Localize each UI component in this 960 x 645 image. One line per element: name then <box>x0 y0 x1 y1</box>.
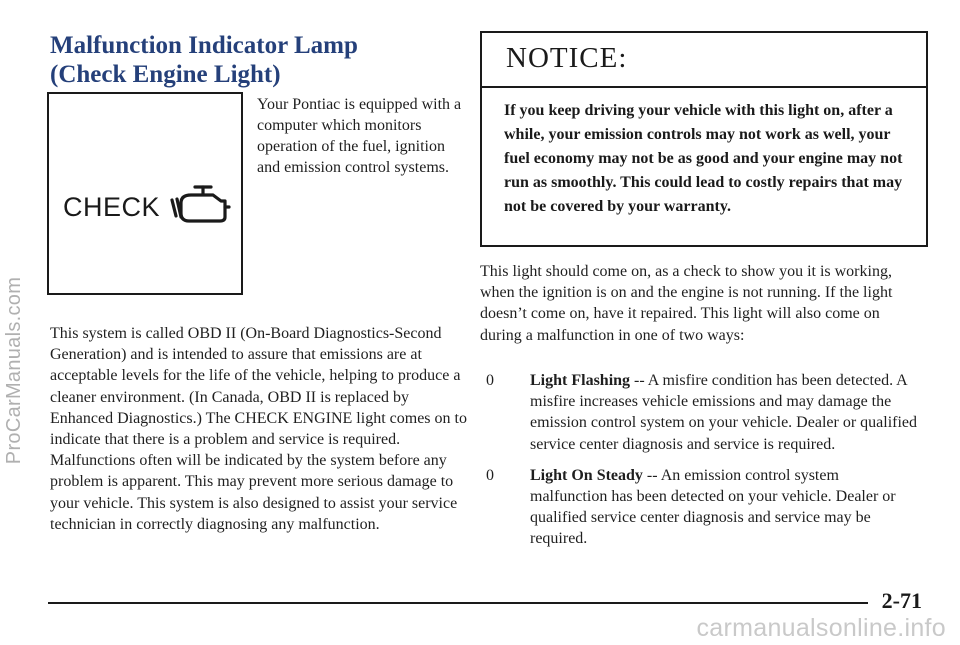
footer-rule <box>48 602 868 604</box>
bullet-text: -- A misfire condition has been detected. A misfire increases vehicle emissions and may damage the emission control system on your vehicle. Dealer or qualified service center diagnosis and service is required. <box>530 372 918 453</box>
notice-body: If you keep driving your vehicle with this light on, after a while, your emission controls may not work as well, your fuel economy may not be as good and your engine may not run as smoothly. This could lead to costly repairs that may not be covered by your warranty. <box>504 102 903 215</box>
section-title-line-1: Malfunction Indicator Lamp <box>50 32 358 59</box>
intro-paragraph: Your Pontiac is equipped with a computer which monitors operation of the fuel, ignition and emission control systems. <box>257 96 462 176</box>
bullet-term: Light Flashing <box>530 372 631 389</box>
bullet-term: Light On Steady <box>530 466 643 484</box>
obd-paragraph: This system is called OBD II (On-Board Diagnostics-Second Generation) and is intended to assure that emissions are at acceptable levels for the life of the vehicle, helping to produce a cleaner environment. (In Canada, OBD II is replaced by Enhanced Diagnostics.) The CHECK ENGINE light comes on to indicate that there is a problem and service is required. Malfunctions often will be indicated by the system before any problem is apparent. This may prevent more serious damage to your vehicle. This system is also designed to assist your service technician in correctly diagnosing any malfunction. <box>50 325 467 533</box>
bullet-list <box>480 370 920 550</box>
bullet-mark: 0 <box>486 372 494 389</box>
list-item <box>480 370 920 455</box>
list-item <box>480 465 920 550</box>
check-engine-lamp-illustration <box>47 92 243 295</box>
check-label: CHECK <box>63 192 161 222</box>
left-watermark <box>2 110 28 630</box>
check-engine-icon <box>167 177 235 229</box>
bullet-mark: 0 <box>486 466 494 484</box>
section-title-line-2: (Check Engine Light) <box>50 61 281 88</box>
notice-box <box>480 31 928 247</box>
section-title <box>50 31 358 89</box>
check-paragraph: This light should come on, as a check to show you it is working, when the ignition is on and the engine is not running. If the light doesn’t come on, have it repaired. This light will also come on during a malfunction in one of two ways: <box>480 263 893 344</box>
bullet-text: -- An emission control system malfunction has been detected on your vehicle. Dealer or qualified service center diagnosis and service may be required. <box>530 466 896 548</box>
bottom-watermark: carmanualsonline.info <box>696 614 946 642</box>
notice-heading: NOTICE: <box>482 33 926 88</box>
left-watermark-text: ProCarManuals.com <box>3 276 26 464</box>
page-number: 2-71 <box>881 588 922 613</box>
